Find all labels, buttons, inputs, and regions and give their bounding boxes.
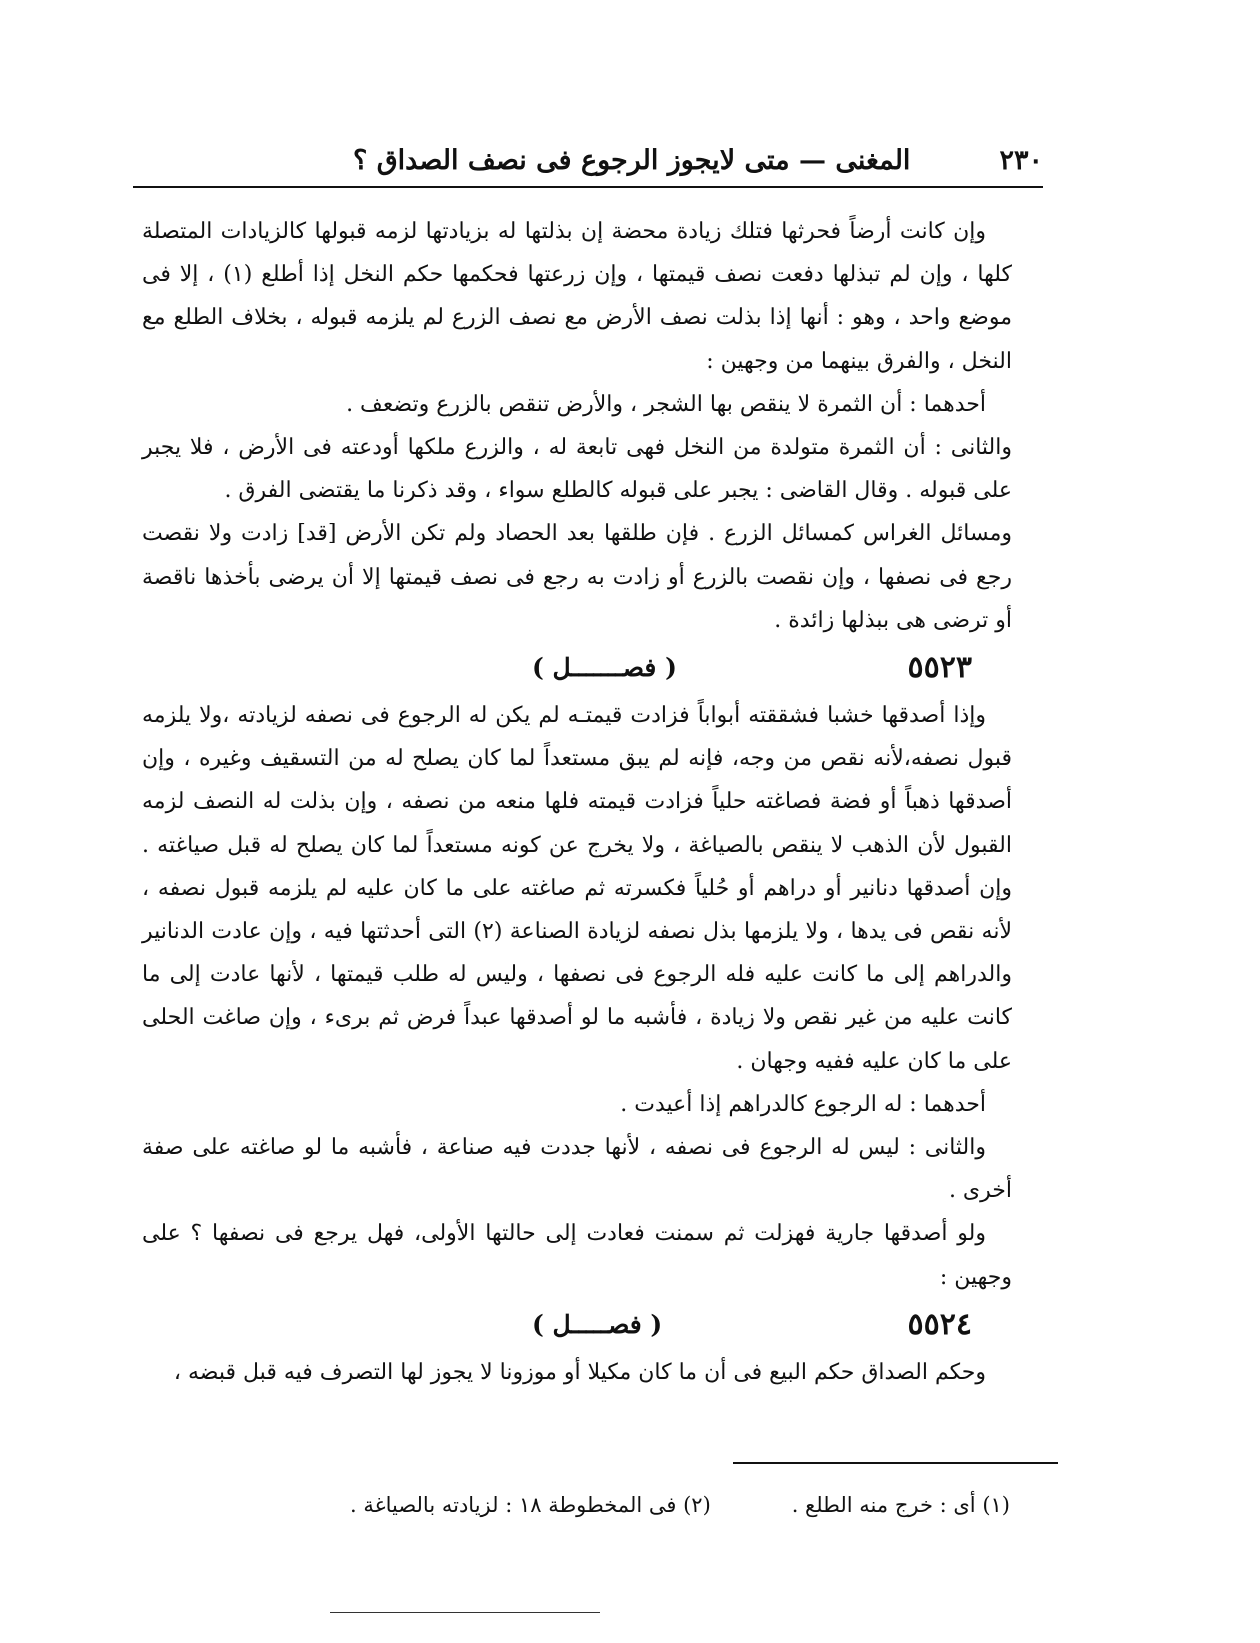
paragraph: والثانى : أن الثمرة متولدة من النخل فهى تابعة له ، والزرع ملكها أودعته فى الأرض ، فلا يجبر على قبوله . وقال القاضى : يجبر على قبوله كالطلع سواء ، وقد ذكرنا ما يقتضى الفرق .	[142, 435, 1012, 504]
footnote-2: (٢) فى المخطوطة ١٨ : لزيادته بالصياغة .	[350, 1493, 711, 1517]
header-rule	[133, 186, 1043, 188]
paragraph: أحدهما : له الرجوع كالدراهم إذا أعيدت .	[620, 1091, 986, 1117]
section-number: ٥٥٢٣	[907, 650, 972, 686]
paragraph: ومسائل الغراس كمسائل الزرع . فإن طلقها بعد الحصاد ولم تكن الأرض [قد] زادت ولا نقصت رجع فى نصفها ، وإن نقصت بالزرع أو زادت به رجع فى نصف قيمتها إلا أن يرضى بأخذها ناقصة أو ترضى هى ببذلها زائدة .	[142, 521, 1012, 633]
paragraph: وحكم الصداق حكم البيع فى أن ما كان مكيلا أو موزونا لا يجوز لها التصرف فيه قبل قبضه ،	[173, 1359, 986, 1385]
section-heading	[142, 642, 1012, 694]
paragraph: وإن كانت أرضاً فحرثها فتلك زيادة محضة إن بذلتها له بزيادتها لزمه قبولها كالزيادات المتصلة كلها ، وإن لم تبذلها دفعت نصف قيمتها ، وإن زرعتها فحكمها حكم النخل إذا أطلع (١) ، إلا فى موضع واحد ، وهو : أنها إذا بذلت نصف الأرض مع نصف الزرع لم يلزمه قبوله ، بخلاف الطلع مع النخل ، والفرق بينهما من وجهين :	[142, 219, 1012, 374]
footnotes	[350, 1488, 1010, 1522]
paragraph: والثانى : ليس له الرجوع فى نصفه ، لأنها جددت فيه صناعة ، فأشبه ما لو صاغته على صفة أخرى .	[142, 1135, 1012, 1204]
paragraph: ولو أصدقها جارية فهزلت ثم سمنت فعادت إلى حالتها الأولى، فهل يرجع فى نصفها ؟ على وجهين :	[142, 1221, 1012, 1290]
running-header	[133, 138, 1043, 182]
section-label: ( فصـــــل )	[532, 1310, 663, 1340]
section-heading	[142, 1299, 1012, 1351]
paragraph: وإذا أصدقها خشبا فشققته أبواباً فزادت قيمتـه لم يكن له الرجوع فى نصفه لزيادته ،ولا يلزمه قبول نصفه،لأنه نقص من وجه، فإنه لم يبق مستعداً لما كان يصلح له من التسقيف وغيره ، وإن أصدقها ذهباً أو فضة فصاغته حلياً فزادت قيمته فلها منعه من نصفه ، وإن بذلت له النصف لزمه القبول لأن الذهب لا ينقص بالصياغة ، ولا يخرج عن كونه مستعداً لما كان يصلح له قبل صياغته . وإن أصدقها دنانير أو دراهم أو حُلياً فكسرته ثم صاغته على ما كان عليه لم يلزمه قبول نصفه ، لأنه نقص فى يدها ، ولا يلزمها بذل نصفه لزيادة الصناعة (٢) التى أحدثتها فيه ، وإن عادت الدنانير والدراهم إلى ما كانت عليه فله الرجوع فى نصفها ، وليس له طلب قيمتها ، لأنها عادت إلى ما كانت عليه من غير نقص ولا زيادة ، فأشبه ما لو أصدقها عبداً فرض ثم برىء ، وإن صاغت الحلى على ما كان عليه ففيه وجهان .	[142, 703, 1012, 1074]
footnote-1: (١) أى : خرج منه الطلع .	[791, 1493, 1010, 1517]
section-label: ( فصـــــــل )	[532, 653, 677, 683]
running-title: المغنى — متى لايجوز الرجوع فى نصف الصداق ؟	[353, 144, 911, 176]
bottom-rule	[330, 1612, 600, 1613]
main-text	[142, 210, 1012, 1394]
footnote-rule	[733, 1462, 1058, 1464]
page-number: ٢٣٠	[999, 144, 1043, 176]
paragraph: أحدهما : أن الثمرة لا ينقص بها الشجر ، والأرض تنقص بالزرع وتضعف .	[346, 391, 986, 417]
section-number: ٥٥٢٤	[907, 1307, 972, 1343]
